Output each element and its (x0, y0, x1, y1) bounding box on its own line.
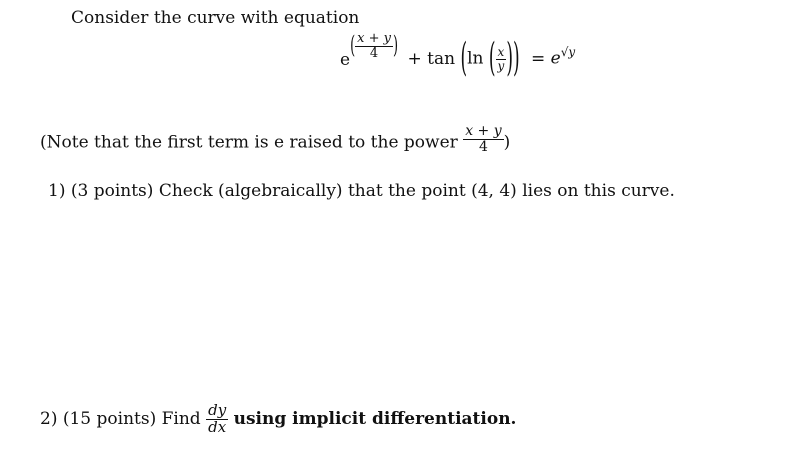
curve-equation (340, 31, 576, 106)
tan-term: + tan (407, 48, 456, 69)
q2-rest: using implicit differentiation. (233, 408, 517, 429)
derivative-numerator: dy (208, 401, 227, 419)
inner-denominator: y (497, 58, 505, 73)
intro-text: Consider the curve with equation (71, 8, 360, 28)
open-paren-inner: ( (488, 35, 496, 82)
question-1 (48, 181, 675, 201)
q2-number: 2) (40, 408, 58, 429)
q1-points: (3 points) (70, 181, 154, 201)
q2-find: Find (161, 408, 201, 429)
close-paren: ) (512, 35, 520, 82)
rhs-base-e: e (550, 48, 561, 69)
exponent-denominator: 4 (369, 45, 379, 61)
close-paren-inner: ) (506, 35, 513, 82)
note-text: (Note that the first term is e raised to the power (40, 132, 458, 153)
derivative-denominator: dx (208, 417, 227, 436)
q2-points: (15 points) (62, 408, 157, 429)
exponent: ( $\frac{x + y}{4}$ ) (350, 31, 399, 61)
note-fraction-denominator: 4 (478, 138, 488, 155)
rhs-exponent: √y (560, 44, 576, 59)
note-fraction-numerator: x + y (465, 123, 502, 139)
base-e: e (340, 50, 351, 71)
open-paren: ( (460, 35, 468, 82)
exponent-numerator: x + y (357, 31, 391, 46)
ln-term: ln (467, 48, 484, 69)
inner-fraction (496, 46, 507, 72)
inner-numerator: x (497, 45, 505, 60)
question-2 (40, 403, 516, 436)
q1-number: 1) (48, 181, 66, 201)
equals-sign: = (531, 48, 546, 69)
q1-text: Check (algebraically) that the point (4, 4) lies on this curve. (158, 181, 675, 201)
note-close: ) (503, 132, 511, 153)
note-line (40, 123, 511, 158)
derivative-fraction (206, 403, 228, 436)
note-fraction (463, 124, 503, 154)
